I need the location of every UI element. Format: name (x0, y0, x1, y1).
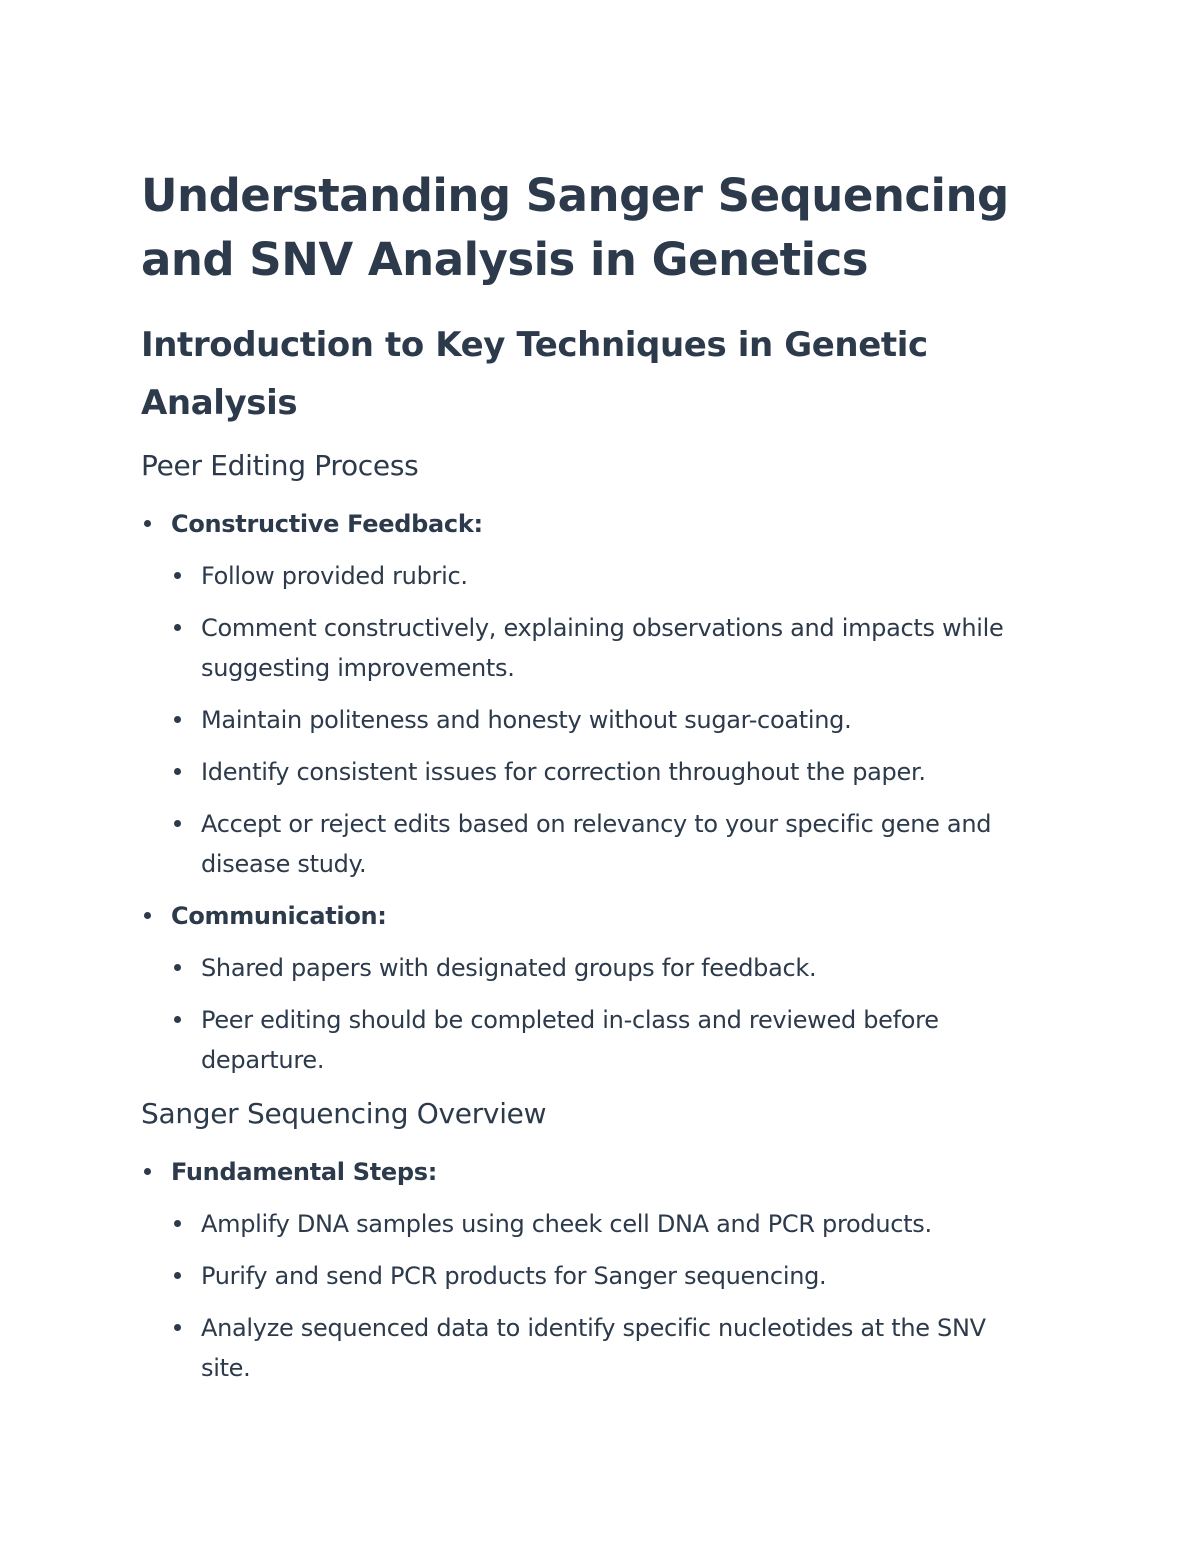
list-item-text: Follow provided rubric. (201, 562, 468, 590)
list-item (171, 1256, 1050, 1296)
list-group (141, 1152, 1050, 1388)
list-item (171, 1308, 1050, 1388)
list-item-text: Identify consistent issues for correction throughout the paper. (201, 758, 926, 786)
list-group (141, 504, 1050, 884)
document-sections (141, 446, 1050, 1388)
bullet-icon (174, 768, 181, 775)
bullet-icon (174, 1324, 181, 1331)
list-item (171, 948, 1050, 988)
bullet-icon (174, 624, 181, 631)
list-item-text: Purify and send PCR products for Sanger sequencing. (201, 1262, 827, 1290)
bullet-icon (174, 1016, 181, 1023)
bullet-icon (174, 1220, 181, 1227)
bullet-icon (174, 964, 181, 971)
sub-list (171, 1204, 1050, 1388)
bullet-icon (174, 820, 181, 827)
section-list (141, 1152, 1050, 1388)
document-subtitle: Introduction to Key Techniques in Genetic Analysis (141, 325, 928, 423)
list-item-text: Accept or reject edits based on relevancy to your specific gene and disease study. (201, 810, 992, 878)
sub-list (171, 556, 1050, 884)
group-label: Fundamental Steps: (171, 1158, 438, 1186)
section-heading: Sanger Sequencing Overview (141, 1097, 547, 1130)
bullet-icon (144, 1168, 151, 1175)
bullet-icon (174, 716, 181, 723)
list-item-text: Maintain politeness and honesty without sugar-coating. (201, 706, 852, 734)
list-item-text: Comment constructively, explaining observations and impacts while suggesting improvements. (201, 614, 1004, 682)
section-heading: Peer Editing Process (141, 449, 419, 482)
group-label: Constructive Feedback: (171, 510, 483, 538)
section-list (141, 504, 1050, 1080)
list-item (171, 700, 1050, 740)
sub-list (171, 948, 1050, 1080)
list-item (171, 752, 1050, 792)
bullet-icon (174, 1272, 181, 1279)
list-item-text: Analyze sequenced data to identify specific nucleotides at the SNV site. (201, 1314, 986, 1382)
list-item-text: Shared papers with designated groups for feedback. (201, 954, 817, 982)
bullet-icon (174, 572, 181, 579)
list-item-text: Amplify DNA samples using cheek cell DNA and PCR products. (201, 1210, 932, 1238)
list-item (171, 1204, 1050, 1244)
list-group (141, 896, 1050, 1080)
group-label: Communication: (171, 902, 387, 930)
list-item-text: Peer editing should be completed in-class and reviewed before departure. (201, 1006, 939, 1074)
list-item (171, 804, 1050, 884)
bullet-icon (144, 912, 151, 919)
bullet-icon (144, 520, 151, 527)
list-item (171, 556, 1050, 596)
document-title: Understanding Sanger Sequencing and SNV Analysis in Genetics (141, 169, 1009, 286)
list-item (171, 1000, 1050, 1080)
list-item (171, 608, 1050, 688)
